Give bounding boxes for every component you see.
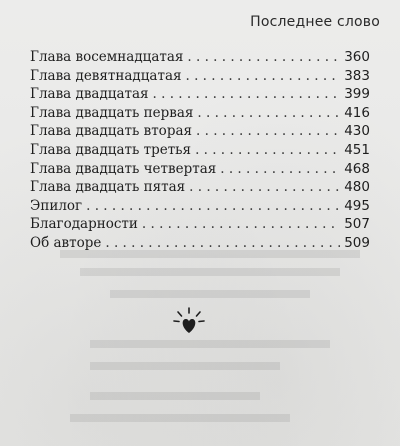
toc-leader-dots bbox=[153, 85, 341, 103]
toc-entry-page: 468 bbox=[344, 160, 370, 177]
toc-entry-page: 383 bbox=[344, 67, 370, 84]
toc-leader-dots bbox=[142, 215, 340, 233]
toc-leader-dots bbox=[195, 141, 340, 159]
toc-entry-title: Глава двадцать четвертая bbox=[30, 160, 217, 177]
toc-entry-title: Глава двадцать первая bbox=[30, 104, 194, 121]
toc-entry-page: 430 bbox=[344, 123, 370, 140]
toc-entry-title: Глава двадцать пятая bbox=[30, 179, 186, 196]
toc-entry[interactable] bbox=[30, 178, 370, 197]
toc-entry[interactable] bbox=[30, 141, 370, 160]
toc-entry-page: 507 bbox=[344, 216, 370, 233]
heart-with-rays-icon bbox=[172, 306, 206, 336]
toc-leader-dots bbox=[186, 67, 341, 85]
toc-entry-page: 480 bbox=[344, 179, 370, 196]
toc-leader-dots bbox=[86, 197, 340, 215]
toc-entry-title: Об авторе bbox=[30, 234, 102, 251]
toc-leader-dots bbox=[196, 122, 340, 140]
toc-entry[interactable] bbox=[30, 197, 370, 216]
toc-leader-dots bbox=[189, 178, 340, 196]
toc-leader-dots bbox=[220, 160, 340, 178]
toc-entry[interactable] bbox=[30, 215, 370, 234]
toc-leader-dots bbox=[105, 234, 340, 252]
toc-entry-page: 416 bbox=[344, 104, 370, 121]
toc-entry[interactable] bbox=[30, 160, 370, 179]
toc-entry-title: Глава двадцать третья bbox=[30, 141, 192, 158]
table-of-contents bbox=[30, 48, 370, 253]
toc-leader-dots bbox=[197, 104, 340, 122]
toc-entry-title: Глава восемнадцатая bbox=[30, 49, 184, 65]
running-head-title: Последнее слово bbox=[250, 14, 380, 30]
toc-entry[interactable] bbox=[30, 67, 370, 86]
toc-entry[interactable] bbox=[30, 85, 370, 104]
toc-entry[interactable] bbox=[30, 104, 370, 123]
toc-entry-title: Глава двадцатая bbox=[30, 86, 149, 103]
toc-entry-page: 495 bbox=[344, 197, 370, 214]
toc-entry-title: Благодарности bbox=[30, 216, 138, 233]
toc-entry-title: Глава девятнадцатая bbox=[30, 67, 182, 84]
toc-entry[interactable] bbox=[30, 48, 370, 67]
toc-entry[interactable] bbox=[30, 122, 370, 141]
toc-entry-page: 399 bbox=[344, 86, 370, 103]
toc-entry[interactable] bbox=[30, 234, 370, 253]
toc-leader-dots bbox=[187, 48, 340, 66]
toc-entry-page: 451 bbox=[344, 141, 370, 158]
toc-entry-page: 360 bbox=[344, 49, 370, 65]
toc-entry-title: Эпилог bbox=[30, 197, 83, 214]
toc-entry-title: Глава двадцать вторая bbox=[30, 123, 193, 140]
toc-entry-page: 509 bbox=[344, 234, 370, 251]
